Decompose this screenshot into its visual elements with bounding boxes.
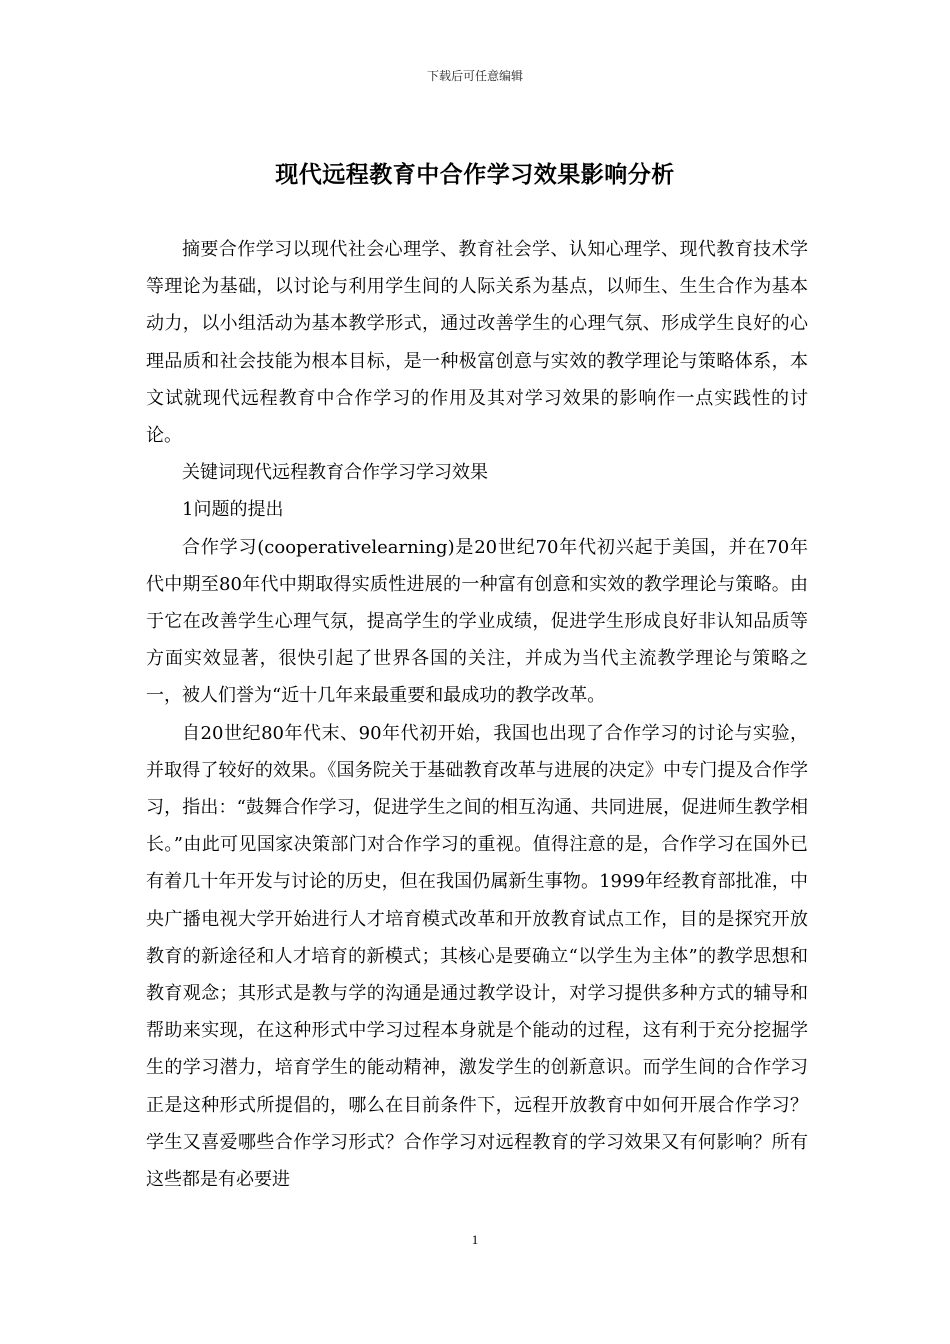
body-paragraph: 合作学习(cooperativelearning)是20世纪70年代初兴起于美国，并在70年代中期至80年代中期取得实质性进展的一种富有创意和实效的教学理论与策略。由于它在改善学生心理气氛，提高学生的学业成绩，促进学生形成良好非认知品质等方面实效显著，很快引起了世界各国的关注，并成为当代主流教学理论与策略之一，被人们誉为“近十几年来最重要和最成功的教学改革。 (146, 536, 808, 707)
keywords-paragraph: 关键词现代远程教育合作学习学习效果 (182, 462, 488, 484)
page-number: 1 (471, 1232, 479, 1247)
page-header: 下载后可任意编辑 (426, 69, 523, 83)
body-paragraph: 自20世纪80年代末、90年代初开始，我国也出现了合作学习的讨论与实验，并取得了较好的效果。《国务院关于基础教育改革与进展的决定》中专门提及合作学习，指出：“鼓舞合作学习，促进学生之间的相互沟通、共同进展，促进师生教学相长。”由此可见国家决策部门对合作学习的重视。值得注意的是，合作学习在国外已有着几十年开发与讨论的历史，但在我国仍属新生事物。1999年经教育部批准，中央广播电视大学开始进行人才培育模式改革和开放教育试点工作，目的是探究开放教育的新途径和人才培育的新模式；其核心是要确立“以学生为主体”的教学思想和教育观念；其形式是教与学的沟通是通过教学设计，对学习提供多种方式的辅导和帮助来实现，在这种形式中学习过程本身就是个能动的过程，这有利于充分挖掘学生的学习潜力，培育学生的能动精神，激发学生的创新意识。而学生间的合作学习正是这种形式所提倡的，哪么在目前条件下，远程开放教育中如何开展合作学习？学生又喜爱哪些合作学习形式？合作学习对远程教育的学习效果又有何影响？所有这些都是有必要进 (146, 722, 808, 1191)
document-title: 现代远程教育中合作学习效果影响分析 (275, 162, 675, 188)
document-body (146, 231, 808, 1198)
section-heading: 1问题的提出 (182, 499, 284, 521)
abstract-paragraph: 摘要合作学习以现代社会心理学、教育社会学、认知心理学、现代教育技术学等理论为基础，以讨论与利用学生间的人际关系为基点，以师生、生生合作为基本动力，以小组活动为基本教学形式，通过改善学生的心理气氛、形成学生良好的心理品质和社会技能为根本目标，是一种极富创意与实效的教学理论与策略体系，本文试就现代远程教育中合作学习的作用及其对学习效果的影响作一点实践性的讨论。 (146, 239, 808, 447)
